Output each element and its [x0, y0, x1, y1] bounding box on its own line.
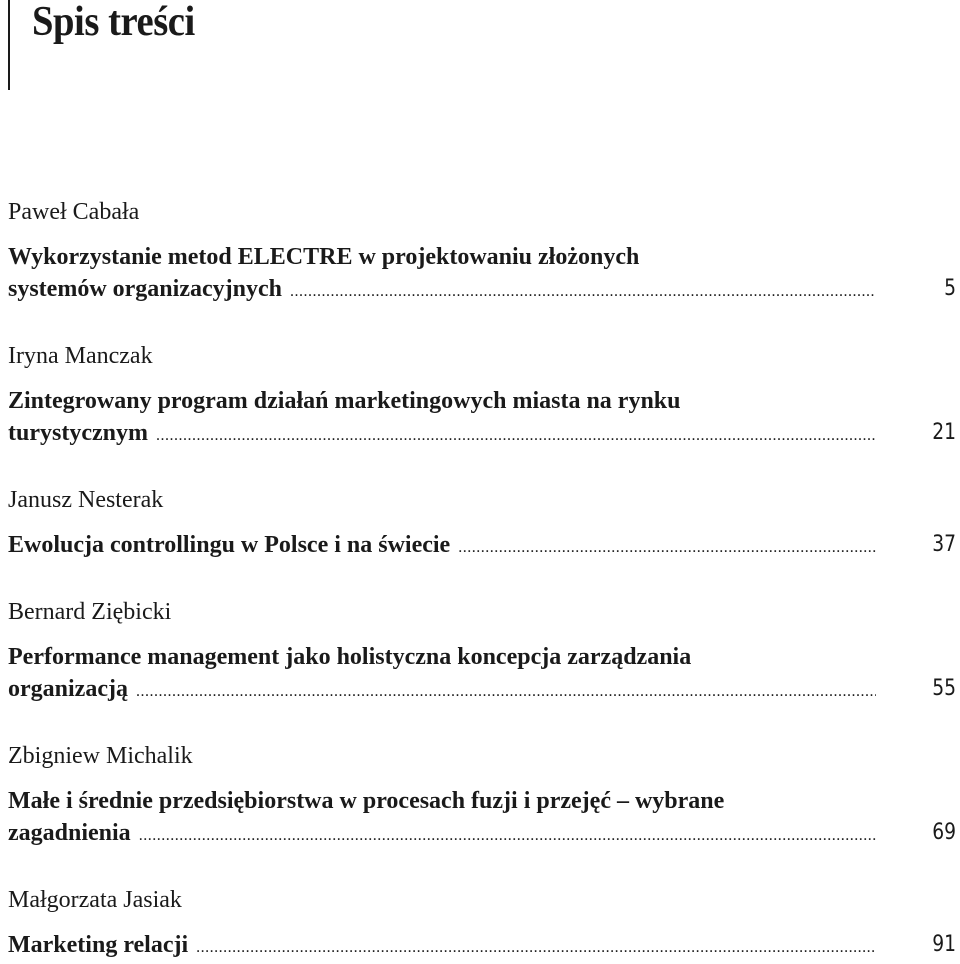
- entry-title-last-line: [8, 817, 876, 852]
- entry-author: Zbigniew Michalik: [8, 743, 193, 769]
- entry-author: Bernard Ziębicki: [8, 599, 172, 625]
- entry-title-text: organizacją: [8, 676, 128, 702]
- dot-leader: [196, 932, 876, 964]
- entry-title-text: Marketing relacji: [8, 932, 189, 958]
- entry-page-number: 5: [944, 276, 956, 301]
- entry-title-text: systemów organizacyjnych: [8, 276, 282, 302]
- toc-entry: [8, 884, 960, 964]
- dot-leader: [290, 276, 876, 308]
- entry-author: Iryna Manczak: [8, 343, 153, 369]
- entry-author: Paweł Cabała: [8, 199, 140, 225]
- entry-page-number: 21: [932, 420, 956, 445]
- toc-entry: [8, 196, 960, 340]
- entry-title-last-line: [8, 529, 876, 564]
- dot-leader: [458, 532, 876, 564]
- entry-author: Małgorzata Jasiak: [8, 887, 182, 913]
- entry-title-last-line: [8, 929, 876, 964]
- entry-title-text: Ewolucja controllingu w Polsce i na świecie: [8, 532, 451, 558]
- entry-title-line: Performance management jako holistyczna koncepcja zarządzania: [8, 644, 692, 670]
- entry-title-last-line: [8, 273, 876, 308]
- entry-page-number: 91: [932, 932, 956, 957]
- entry-page-number: 55: [932, 676, 956, 701]
- entry-page-number: 37: [932, 532, 956, 557]
- page-title: Spis treści: [32, 0, 195, 45]
- dot-leader: [136, 676, 876, 708]
- entry-title-line: Zintegrowany program działań marketingowych miasta na rynku: [8, 388, 681, 414]
- toc-entry: [8, 596, 960, 740]
- title-rule: [8, 0, 10, 90]
- table-of-contents: [8, 196, 960, 964]
- entry-title-last-line: [8, 673, 876, 708]
- entry-title-text: zagadnienia: [8, 820, 131, 846]
- entry-title-last-line: [8, 417, 876, 452]
- dot-leader: [156, 420, 876, 452]
- dot-leader: [139, 820, 876, 852]
- entry-page-number: 69: [932, 820, 956, 845]
- toc-entry: [8, 340, 960, 484]
- toc-entry: [8, 740, 960, 884]
- entry-title-line: Wykorzystanie metod ELECTRE w projektowaniu złożonych: [8, 244, 640, 270]
- entry-title-line: Małe i średnie przedsiębiorstwa w procesach fuzji i przejęć – wybrane: [8, 788, 725, 814]
- entry-title-text: turystycznym: [8, 420, 148, 446]
- entry-author: Janusz Nesterak: [8, 487, 164, 513]
- toc-entry: [8, 484, 960, 596]
